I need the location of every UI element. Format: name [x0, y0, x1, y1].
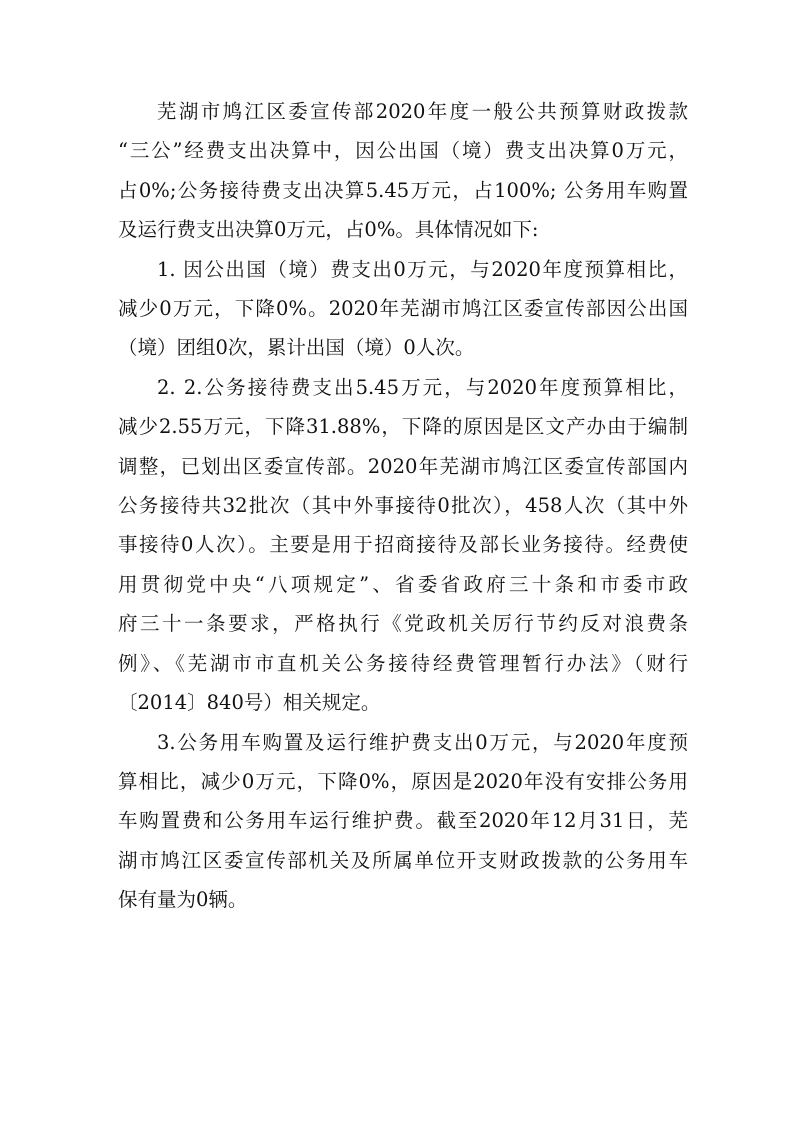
text-line: 公务接待共32批次（其中外事接待0批次），458人次（其中外: [118, 494, 688, 518]
text-line: 府三十一条要求，严格执行《党政机关厉行节约反对浪费条: [118, 612, 688, 636]
text-line: 1. 因公出国（境）费支出0万元，与2020年度预算相比，: [157, 257, 688, 281]
paragraph-vehicles: [118, 723, 688, 920]
paragraph-overseas-travel: [118, 250, 688, 368]
text-line: 〔2014〕840号）相关规定。: [118, 691, 381, 715]
text-line: “三公”经费支出决算中，因公出国（境）费支出决算0万元，: [118, 139, 688, 163]
text-line: 芜湖市鸠江区委宣传部2020年度一般公共预算财政拨款: [157, 100, 688, 123]
text-line: 3.公务用车购置及运行维护费支出0万元，与2020年度预: [157, 730, 688, 754]
text-line: 湖市鸠江区委宣传部机关及所属单位开支财政拨款的公务用车: [118, 848, 688, 872]
text-line: 占0%;公务接待费支出决算5.45万元，占100%; 公务用车购置: [118, 178, 688, 202]
text-line: 减少0万元，下降0%。2020年芜湖市鸠江区委宣传部因公出国: [118, 297, 688, 321]
text-line: 减少2.55万元，下降31.88%，下降的原因是区文产办由于编制: [118, 415, 688, 439]
text-line: 调整，已划出区委宣传部。2020年芜湖市鸠江区委宣传部国内: [118, 454, 688, 478]
text-line: 2. 2.公务接待费支出5.45万元，与2020年度预算相比，: [157, 375, 688, 399]
text-line: 事接待0人次）。主要是用于招商接待及部长业务接待。经费使: [118, 533, 688, 557]
text-line: 车购置费和公务用车运行维护费。截至2020年12月31日，芜: [118, 809, 688, 833]
paragraph-reception: [118, 368, 688, 723]
text-line: 用贯彻党中央“八项规定”、省委省政府三十条和市委市政: [118, 572, 688, 596]
text-line: 算相比，减少0万元，下降0%，原因是2020年没有安排公务用: [118, 769, 688, 793]
text-line: 保有量为0辆。: [118, 888, 248, 912]
document-body: [118, 92, 688, 920]
paragraph-summary: [118, 92, 688, 250]
text-line: 例》、《芜湖市市直机关公务接待经费管理暂行办法》（财行: [118, 651, 688, 675]
text-line: （境）团组0次，累计出国（境）0人次。: [118, 336, 475, 360]
text-line: 及运行费支出决算0万元，占0%。具体情况如下:: [118, 218, 539, 242]
